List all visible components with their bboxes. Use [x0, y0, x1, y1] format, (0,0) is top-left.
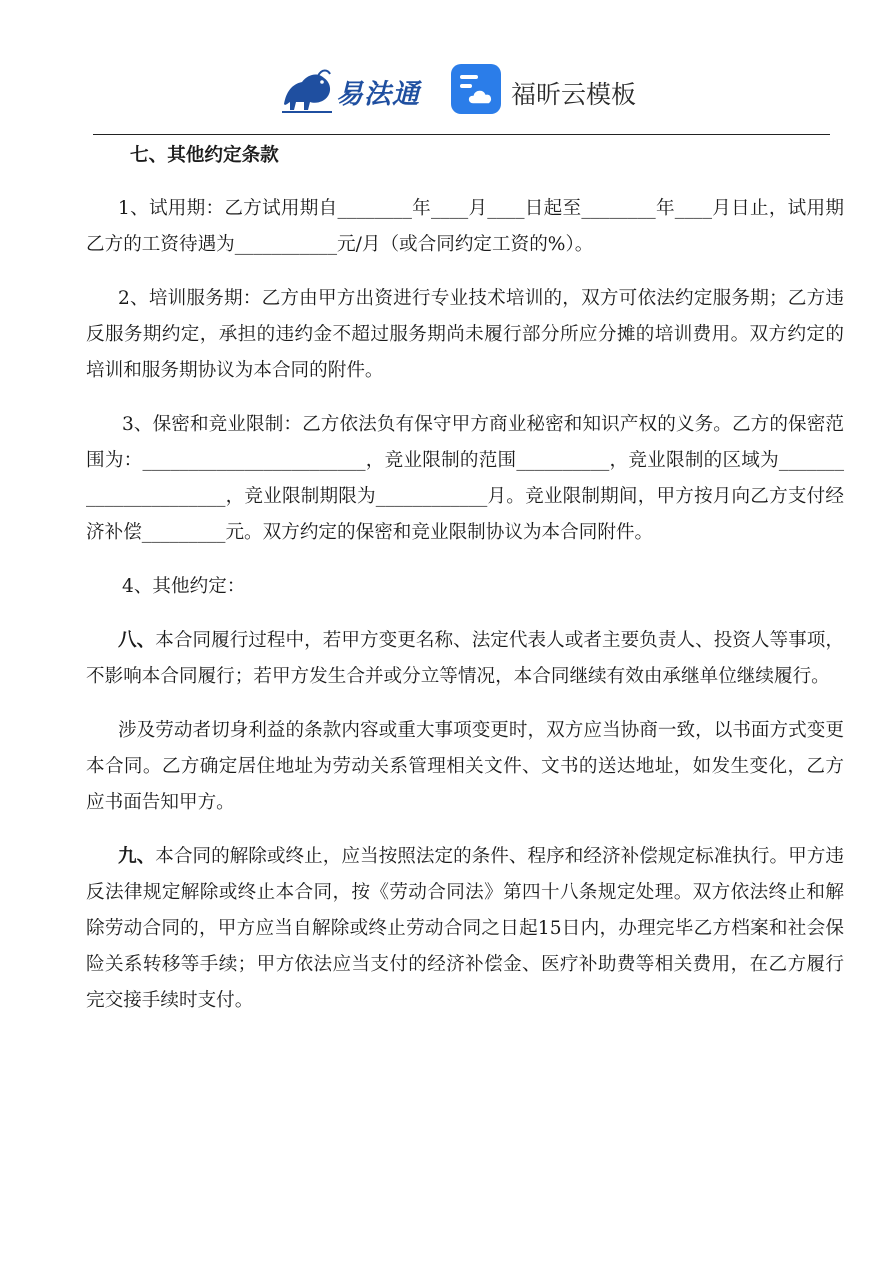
- section-9-text: 本合同的解除或终止，应当按照法定的条件、程序和经济补偿规定标准执行。甲方违反法律规定解除或终止本合同，按《劳动合同法》第四十八条规定处理。双方依法终止和解除劳动合同的，甲方应当自解除或终止劳动合同之日起15日内，办理完毕乙方档案和社会保险关系转移等手续；甲方依法应当支付的经济补偿金、医疗补助费等相关费用，在乙方履行完交接手续时支付。: [86, 846, 844, 1011]
- section-9-lead: 九、: [118, 846, 156, 867]
- foxit-template-logo: [451, 62, 661, 118]
- cloud-document-icon: [451, 64, 501, 114]
- section-7-clause-4: 4、其他约定：: [122, 576, 246, 597]
- contract-body: [86, 136, 844, 1019]
- section-7-clause-2: 2、培训服务期：乙方由甲方出资进行专业技术培训的，双方可依法约定服务期；乙方违反服务期约定，承担的违约金不超过服务期尚未履行部分所应分摊的培训费用。双方约定的培训和服务期协议为本合同的附件。: [86, 288, 844, 381]
- header-divider: [93, 134, 830, 135]
- section-7-clause-1: 1、试用期：乙方试用期自________年____月____日起至________年____月日止，试用期乙方的工资待遇为___________元/月（或合同约定工资的%）。: [86, 198, 844, 255]
- section-7-clause-3: 3、保密和竞业限制：乙方依法负有保守甲方商业秘密和知识产权的义务。乙方的保密范围为：________________________，竞业限制的范围__________，竞业限制的区域为______________________，竞业限制期限为____________月。竞业限制期间，甲方按月向乙方支付经济补偿_________元。双方约定的保密和竞业限制协议为本合同附件。: [86, 414, 844, 543]
- section-8-paragraph-1: [86, 623, 844, 695]
- document-header: [0, 58, 893, 124]
- section-8-lead: 八、: [118, 630, 156, 651]
- section-8-paragraph-2: 涉及劳动者切身利益的条款内容或重大事项变更时，双方应当协商一致，以书面方式变更本合同。乙方确定居住地址为劳动关系管理相关文件、文书的送达地址，如发生变化，乙方应书面告知甲方。: [86, 720, 844, 813]
- foxit-template-logo-text: 福昕云模板: [511, 80, 637, 109]
- section-9-paragraph: [86, 839, 844, 1019]
- qilin-emblem-icon: [278, 64, 336, 118]
- section-7-title: 七、其他约定条款: [130, 145, 279, 166]
- section-8-text: 本合同履行过程中，若甲方变更名称、法定代表人或者主要负责人、投资人等事项，不影响本合同履行；若甲方发生合并或分立等情况，本合同继续有效由承继单位继续履行。: [86, 630, 844, 687]
- yifatong-logo: [278, 64, 428, 118]
- yifatong-logo-text: 易法通: [336, 79, 420, 110]
